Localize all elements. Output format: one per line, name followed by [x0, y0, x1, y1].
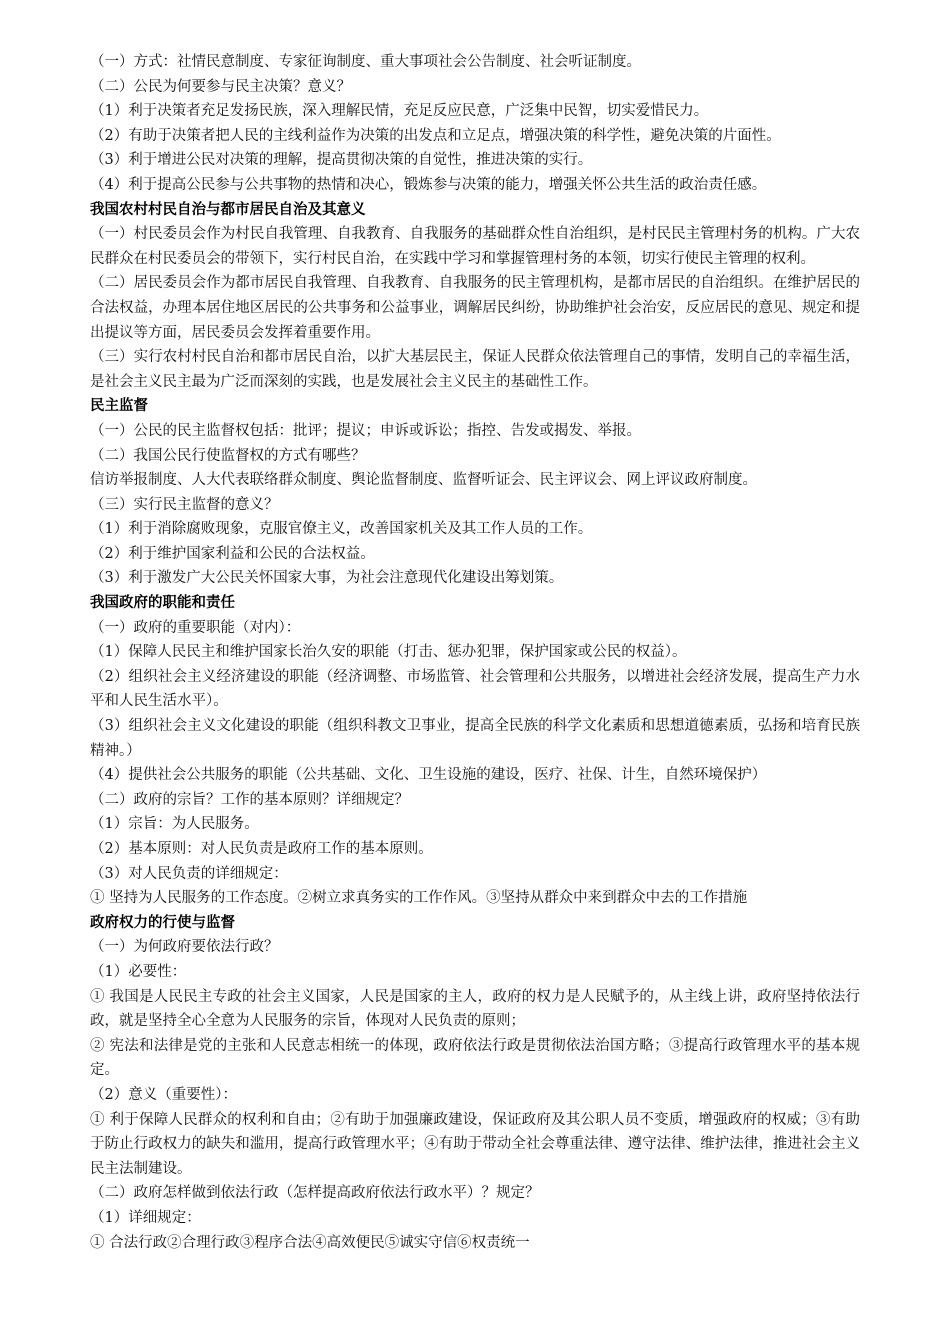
- text-line: （2）利于维护国家利益和公民的合法权益。: [90, 545, 375, 562]
- section-heading: 我国政府的职能和责任: [90, 595, 235, 612]
- text-line: （二）我国公民行使监督权的方式有哪些？: [90, 447, 366, 464]
- text-line: （1）利于决策者充足发扬民族，深入理解民情，充足反应民意，广泛集中民智，切实爱惜民力。: [90, 103, 709, 120]
- paragraph: （3）组织社会主义文化建设的职能（组织科教文卫事业，提高全民族的科学文化素质和思想道德素质，弘扬和培育民族精神。）: [90, 718, 860, 759]
- power-section: [90, 911, 860, 1255]
- text-line: （1）宗旨：为人民服务。: [90, 816, 259, 833]
- text-line: （一）方式：社情民意制度、专家征询制度、重大事项社会公告制度、社会听证制度。: [90, 54, 641, 70]
- paragraph: （2）组织社会主义经济建设的职能（经济调整、市场监管、社会管理和公共服务，以增进社会经济发展，提高生产力水平和人民生活水平）。: [90, 668, 860, 710]
- text-line: （一）政府的重要职能（对内）：: [90, 619, 301, 636]
- section-heading: 民主监督: [90, 398, 148, 415]
- paragraph: （一）村民委员会作为村民自我管理、自我教育、自我服务的基础群众性自治组织，是村民民主管理村务的机构。广大农民群众在村民委员会的带领下，实行村民自治，在实践中学习和掌握管理村务的本领，切实行使民主管理的权利。: [90, 226, 860, 267]
- text-line: （3）对人民负责的详细规定：: [90, 865, 288, 882]
- functions-section: [90, 591, 860, 911]
- text-line: （4）提供社会公共服务的职能（公共基础、文化、卫生设施的建设，医疗、社保、计生，自然环境保护）: [90, 767, 767, 784]
- text-line: （2）意义（重要性）：: [90, 1086, 237, 1103]
- paragraph: ② 宪法和法律是党的主张和人民意志相统一的体现，政府依法行政是贯彻依法治国方略；③提高行政管理水平的基本规定。: [90, 1037, 860, 1079]
- text-line: （1）保障人民民主和维护国家长治久安的职能（打击、惩办犯罪，保护国家或公民的权益）。: [90, 644, 687, 661]
- text-line: （3）利于激发广大公民关怀国家大事，为社会注意现代化建设出筹划策。: [90, 570, 564, 587]
- paragraph: （三）实行农村村民自治和都市居民自治，以扩大基层民主，保证人民群众依法管理自己的事情，发明自己的幸福生活，是社会主义民主最为广泛而深刻的实践，也是发展社会主义民主的基础性工作。: [90, 349, 860, 390]
- text-line: （1）利于消除腐败现象，克服官僚主义，改善国家机关及其工作人员的工作。: [90, 521, 593, 538]
- text-line: （1）必要性：: [90, 963, 187, 980]
- text-line: （二）政府的宗旨？工作的基本原则？详细规定？: [90, 791, 409, 808]
- paragraph: （二）居民委员会作为都市居民自我管理、自我教育、自我服务的民主管理机构，是都市居民的自治组织。在维护居民的合法权益，办理本居住地区居民的公共事务和公益事业，调解居民纠纷，协助维护社会治安，反应居民的意见、规定和提出提议等方面，居民委员会发挥着重要作用。: [90, 275, 860, 341]
- text-line: （2）基本原则：对人民负责是政府工作的基本原则。: [90, 841, 433, 857]
- paragraph: ① 利于保障人民群众的权利和自由；②有助于加强廉政建设，保证政府及其公职人员不变质，增强政府的权威；③有助于防止行政权力的缺失和滥用，提高行政管理水平；④有助于带动全社会尊重法律、遵守法律、维护法律，推进社会主义民主法制建设。: [90, 1111, 860, 1177]
- supervision-section: [90, 394, 860, 591]
- text-line: ① 坚持为人民服务的工作态度。②树立求真务实的工作作风。③坚持从群众中来到群众中去的工作措施: [90, 890, 748, 907]
- text-line: 信访举报制度、人大代表联络群众制度、舆论监督制度、监督听证会、民主评议会、网上评议政府制度。: [90, 472, 757, 489]
- paragraph: ① 我国是人民民主专政的社会主义国家，人民是国家的主人，政府的权力是人民赋予的，从主线上讲，政府坚持依法行政，就是坚持全心全意为人民服务的宗旨，体现对人民负责的原则；: [90, 988, 860, 1030]
- text-line: （2）有助于决策者把人民的主线利益作为决策的出发点和立足点，增强决策的科学性，避免决策的片面性。: [90, 127, 781, 144]
- section-heading: 政府权力的行使与监督: [90, 914, 235, 931]
- text-line: ① 合法行政②合理行政③程序合法④高效便民⑤诚实守信⑥权责统一: [90, 1234, 530, 1251]
- text-line: （一）公民的民主监督权包括：批评；提议；申诉或诉讼；指控、告发或揭发、举报。: [90, 422, 641, 439]
- text-line: （二）政府怎样做到依法行政（怎样提高政府依法行政水平）？规定？: [90, 1185, 540, 1202]
- text-line: （一）为何政府要依法行政？: [90, 939, 279, 956]
- document-page: [90, 50, 860, 1255]
- text-line: （三）实行民主监督的意义？: [90, 496, 279, 513]
- autonomy-section: [90, 198, 860, 395]
- section-heading: 我国农村村民自治与都市居民自治及其意义: [90, 201, 366, 218]
- text-line: （3）利于增进公民对决策的理解，提高贯彻决策的自觉性，推进决策的实行。: [90, 152, 593, 169]
- intro-section: [90, 50, 860, 198]
- text-line: （二）公民为何要参与民主决策？意义？: [90, 78, 351, 95]
- text-line: （4）利于提高公民参与公共事物的热情和决心，锻炼参与决策的能力，增强关怀公共生活的政治责任感。: [90, 176, 767, 193]
- text-line: （1）详细规定：: [90, 1209, 201, 1226]
